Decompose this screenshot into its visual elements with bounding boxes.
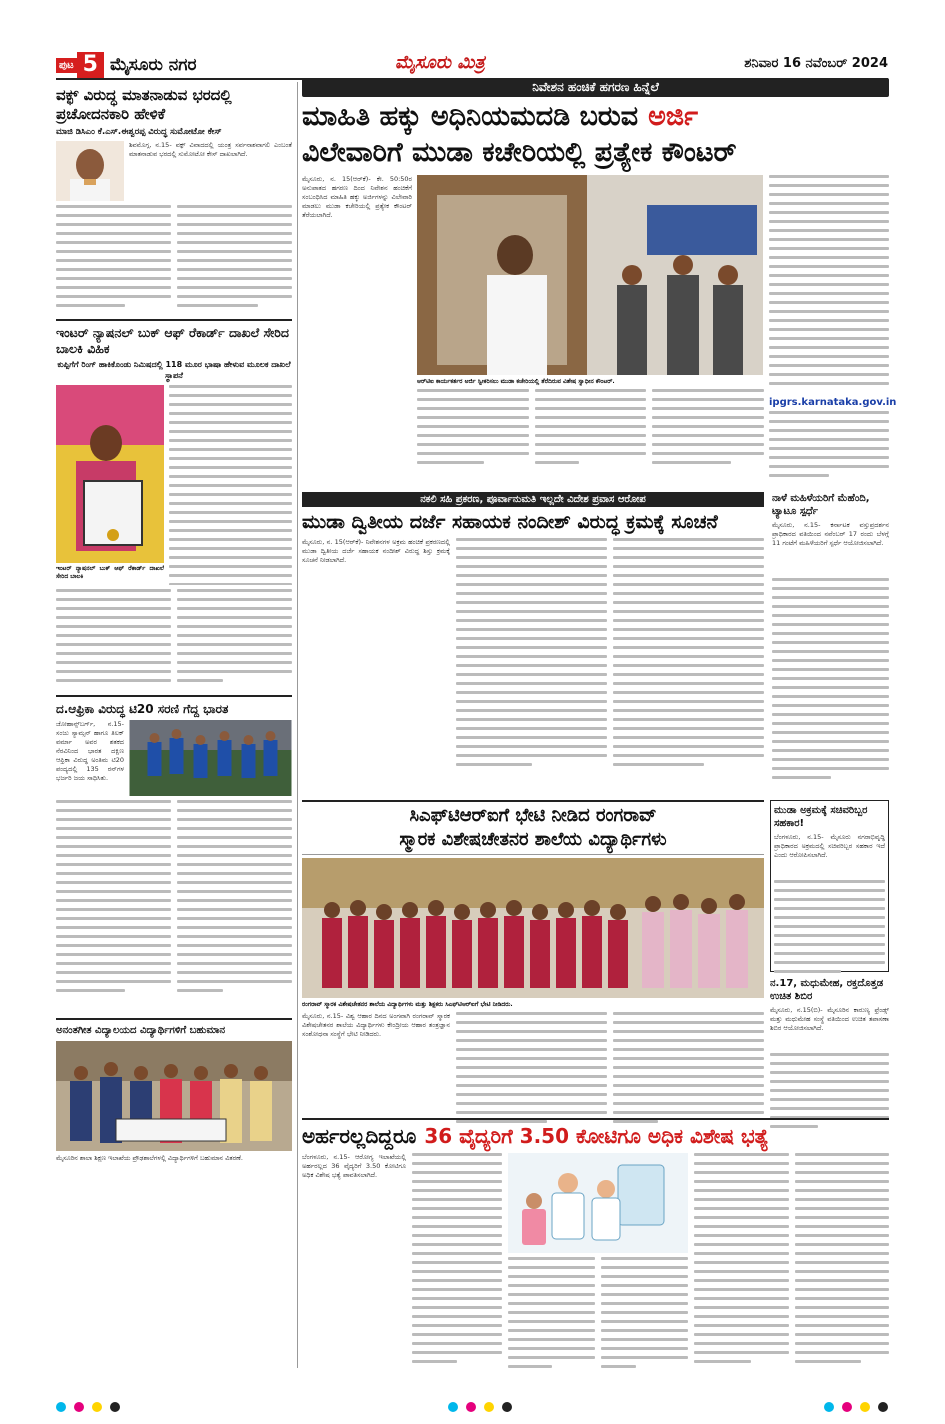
waqf-subhead: ಮಾಜಿ ಡಿಸಿಎಂ ಕೆ.ಎಸ್.ಈಶ್ವರಪ್ಪ ವಿರುದ್ಧ ಸುಮೋಟೋ ಕೇಸ್	[56, 127, 222, 137]
school-headline: ಅನಂತಗೀತ ವಿದ್ಯಾಲಯದ ವಿದ್ಯಾರ್ಥಿಗಳಿಗೆ ಬಹುಮಾನ	[56, 1025, 226, 1036]
counter-caption: ಆರ್‌ಟಿಐ ಕಾರ್ಯಕರ್ತರ ಅರ್ಜಿ ಸ್ವೀಕರಿಸಲು ಮುಡಾ ಕಚೇರಿಯಲ್ಲಿ ತೆರೆದಿರುವ ವಿಶೇಷ ಸ್ವಾಧೀನ ಕೌಂಟರ್.	[417, 378, 615, 385]
tattoo-body-lines	[772, 578, 889, 788]
lead-body-lines	[417, 389, 764, 477]
nandeesh-kicker: ನಕಲಿ ಸಹಿ ಪ್ರಕರಣ, ಪೂರ್ವಾನುಮತಿ ಇಲ್ಲದೇ ವಿದೇಶ ಪ್ರವಾಸ ಆರೋಪ	[302, 492, 764, 507]
doctors-article	[302, 1118, 889, 1377]
issue-date: ಶನಿವಾರ 16 ನವೆಂಬರ್ 2024	[744, 56, 888, 71]
record-subhead: ಕುಪ್ಪಿಗೆಗೆ ರಿಂಗ್ ಹಾಕಿಕೊಂಡು ನಿಮಿಷದಲ್ಲಿ 118 ಮೂರ ಭಾಷಾ ಹೇಳುವ ಮೂಲಕ ದಾಖಲೆ ಸ್ಥಾಪನೆ	[57, 360, 291, 380]
cftri-caption: ರಂಗರಾವ್ ಸ್ಮಾರಕ ವಿಶೇಷಚೇತನರ ಶಾಲೆಯ ವಿದ್ಯಾರ್ಥಿಗಳು ಮತ್ತು ಶಿಕ್ಷಕರು ಸಿಎಫ್‌ಟಿಆರ್‌ಐಗೆ ಭೇಟಿ ನೀಡಿದರು.	[302, 1001, 513, 1008]
col-left	[56, 86, 292, 1200]
cftri-body-lines	[456, 1012, 764, 1132]
doctors-headline-1: ಅರ್ಹರಲ್ಲದಿದ್ದರೂ	[302, 1124, 417, 1148]
page-tag	[56, 52, 196, 78]
doctors-headline-red: 36 ವೈದ್ಯರಿಗೆ 3.50 ಕೋಟಿಗೂ ಅಧಿಕ ವಿಶೇಷ ಭತ್ಯೆ	[424, 1124, 769, 1148]
cricket-body-lines	[56, 800, 292, 1014]
tattoo-headline: ನಾಳೆ ಮಹಿಳೆಯರಿಗೆ ಮೆಹೆಂದಿ, ಟ್ಯಾಟೂ ಸ್ಪರ್ಧೆ	[772, 493, 870, 517]
tattoo-lead: ಮೈಸೂರು, ನ.15- ಕರ್ನಾಟಕ ವಸ್ತುಪ್ರದರ್ಶನ ಪ್ರಾಧಿಕಾರದ ವತಿಯಿಂದ ನವೆಂಬರ್ 17 ರಂದು ಬೆಳಗ್ಗೆ 11 ಗಂಟೆಗೆ ಮಹಿಳೆಯರಿಗೆ ಸ್ಪರ್ಧೆ ಆಯೋಜಿಸಲಾಗಿದೆ.	[772, 521, 889, 547]
school-photo	[56, 1041, 292, 1151]
waqf-lead: ಶಿವಮೊಗ್ಗ, ನ.15- ವಕ್ಫ್ ವಿವಾದದಲ್ಲಿ ಯಂತ್ರ ಸರ್ವನಾಶವಾಗಲಿ ಎಂಬಂತೆ ಮಾತನಾಡುವ ಭರದಲ್ಲಿ ಸುಮೋಟೋ ಕೇಸ್ ದಾಖಲಾಗಿದೆ.	[129, 141, 292, 158]
page-label: ಪುಟ	[56, 58, 77, 73]
muda-minister-lead: ಬೆಂಗಳೂರು, ನ.15- ಮೈಸೂರು ನಗರಾಭಿವೃದ್ಧಿ ಪ್ರಾಧಿಕಾರದ ಅಕ್ರಮದಲ್ಲಿ ಸಚಿವರಿಬ್ಬರ ಸಹಕಾರ ಇದೆ ಎಂದು ಆರೋಪಿಸಲಾಗಿದೆ.	[774, 833, 885, 859]
cftri-headline-2: ಸ್ಮಾರಕ ವಿಶೇಷಚೇತನರ ಶಾಲೆಯ ವಿದ್ಯಾರ್ಥಿಗಳು	[399, 829, 667, 850]
record-headline: ಇಂಟರ್ ನ್ಯಾಷನಲ್ ಬುಕ್ ಆಫ್ ರೆಕಾರ್ಡ್ ದಾಖಲೆ ಸೇರಿದ ಬಾಲಕಿ ವಿಹಿಕ	[56, 325, 289, 356]
doctors-illustration	[508, 1153, 688, 1253]
doctors-lines-2	[508, 1257, 688, 1377]
doctors-lead: ಬೆಂಗಳೂರು, ನ.15- ಆರೋಗ್ಯ ಇಲಾಖೆಯಲ್ಲಿ ಅರ್ಹರಲ್ಲದ 36 ವೈದ್ಯರಿಗೆ 3.50 ಕೋಟಿಗೂ ಅಧಿಕ ವಿಶೇಷ ಭತ್ಯೆ ಪಾವತಿಸಲಾಗಿದೆ.	[302, 1153, 406, 1179]
doctors-lines-3	[694, 1153, 889, 1377]
waqf-article	[56, 86, 292, 315]
section-city: ಮೈಸೂರು ನಗರ	[109, 55, 197, 75]
school-lead: ಮೈಸೂರಿನ ಶಾಲಾ ಶಿಕ್ಷಣ ಇಲಾಖೆಯ ಪ್ರೌಢಶಾಲೆಗಳಲ್ಲಿ ವಿದ್ಯಾರ್ಥಿಗಳಿಗೆ ಬಹುಮಾನ ವಿತರಣೆ.	[56, 1154, 243, 1162]
column-divider	[297, 82, 298, 1368]
cricket-lead: ಜೋಹಾನ್ಸ್‌ಬರ್ಗ್, ನ.15- ಸಂಜು ಸ್ಯಾಮ್ಸನ್ ಹಾಗೂ ತಿಲಕ್ ವರ್ಮಾ ಅವರ ಶತಕದ ನೆರವಿನಿಂದ ಭಾರತ ದಕ್ಷಿಣ ಆಫ್ರಿಕಾ ವಿರುದ್ಧ ಅಂತಿಮ ಟಿ20 ಪಂದ್ಯದಲ್ಲಿ 135 ರನ್‌ಗಳ ಭರ್ಜರಿ ಜಯ ಸಾಧಿಸಿತು.	[56, 720, 124, 782]
record-article	[56, 325, 292, 691]
muda-minister-lines	[774, 880, 885, 980]
nandeesh-body-lines	[456, 538, 764, 778]
cftri-lead: ಮೈಸೂರು, ನ.15- ವಿಶ್ವ ಆಹಾರ ದಿನದ ಅಂಗವಾಗಿ ರಂಗರಾವ್ ಸ್ಮಾರಕ ವಿಶೇಷಚೇತನರ ಶಾಲೆಯ ವಿದ್ಯಾರ್ಥಿಗಳು ಕೇಂದ್ರೀಯ ಆಹಾರ ತಂತ್ರಜ್ಞಾನ ಸಂಶೋಧನಾ ಸಂಸ್ಥೆಗೆ ಭೇಟಿ ನೀಡಿದರು.	[302, 1012, 450, 1038]
blood-lead: ಮೈಸೂರು, ನ.15(ಬಿ)- ಮೈಸೂರಿನ ಕಾರುಣ್ಯ ಫ್ರೆಂಡ್ಸ್ ಮತ್ತು ಮಧುಮೇಹ ಸಂಸ್ಥೆ ವತಿಯಿಂದ ಉಚಿತ ತಪಾಸಣಾ ಶಿಬಿರ ಆಯೋಜಿಸಲಾಗಿದೆ.	[770, 1006, 889, 1032]
tattoo-article	[772, 492, 889, 788]
record-body-lines-2	[56, 589, 292, 691]
lead-headline-1: ಮಾಹಿತಿ ಹಕ್ಕು ಅಧಿನಿಯಮದಡಿ ಬರುವ	[302, 101, 639, 132]
paper-name: ಮೈಸೂರು ಮಿತ್ರ	[395, 52, 485, 73]
doctors-lines-1	[412, 1153, 502, 1377]
record-caption: ಇಂಟರ್ ನ್ಯಾಷನಲ್ ಬುಕ್ ಆಫ್ ರೆಕಾರ್ಡ್ ದಾಖಲೆ ಸೇರಿದ ಬಾಲಕಿ	[56, 565, 164, 580]
muda-minister-headline: ಮುಡಾ ಅಕ್ರಮಕ್ಕೆ ಸಚಿವರಿಬ್ಬರ ಸಹಕಾರ!	[774, 805, 868, 829]
school-article	[56, 1024, 292, 1200]
vihika-photo	[56, 385, 164, 563]
lead-headline-red: ಅರ್ಜಿ	[648, 101, 698, 132]
lead-headline-2: ವಿಲೇವಾರಿಗೆ ಮುಡಾ ಕಚೇರಿಯಲ್ಲಿ ಪ್ರತ್ಯೇಕ ಕೌಂಟರ್	[302, 137, 737, 168]
nandeesh-article	[302, 492, 764, 778]
cftri-headline-1: ಸಿಎಫ್‌ಟಿಆರ್‌ಐಗೆ ಭೇಟಿ ನೀಡಿದ ರಂಗರಾವ್	[409, 805, 657, 826]
waqf-body-lines	[56, 205, 292, 315]
lead-story	[302, 78, 897, 479]
ipgrs-link[interactable]: ipgrs.karnataka.gov.in	[769, 397, 897, 408]
lead-right-lines	[769, 175, 889, 395]
cftri-photo	[302, 858, 764, 998]
lead-right-lines-2	[769, 411, 889, 479]
cricket-article	[56, 701, 292, 1014]
muda-minister-article	[770, 800, 889, 1137]
lead-kicker: ನಿವೇಶನ ಹಂಚಿಕೆ ಹಗರಣ ಹಿನ್ನೆಲೆ	[302, 78, 889, 97]
page-number: 5	[77, 52, 104, 78]
blood-headline: ನ.17, ಮಧುಮೇಹ, ರಕ್ತದೊತ್ತಡ ಉಚಿತ ಶಿಬಿರ	[770, 978, 884, 1002]
nandeesh-lead: ಮೈಸೂರು, ನ. 15(ಆರ್‌ಕೆ)- ನಿವೇಶನಗಳ ಅಕ್ರಮ ಹಂಚಿಕೆ ಪ್ರಕರಣದಲ್ಲಿ ಮುಡಾ ದ್ವಿತೀಯ ದರ್ಜೆ ಸಹಾಯಕ ನಂದೀಶ್ ವಿರುದ್ಧ ಶಿಸ್ತು ಕ್ರಮಕ್ಕೆ ಸೂಚನೆ ನೀಡಲಾಗಿದೆ.	[302, 538, 450, 564]
cftri-article	[302, 800, 764, 1132]
nandeesh-headline: ಮುಡಾ ದ್ವಿತೀಯ ದರ್ಜೆ ಸಹಾಯಕ ನಂದೀಶ್ ವಿರುದ್ಧ ಕ್ರಮಕ್ಕೆ ಸೂಚನೆ	[302, 511, 718, 533]
cricket-photo	[129, 720, 292, 796]
eshwarappa-photo	[56, 141, 124, 201]
registration-dots-right	[824, 1402, 888, 1412]
cricket-headline: ದ.ಆಫ್ರಿಕಾ ವಿರುದ್ಧ ಟಿ20 ಸರಣಿ ಗೆದ್ದ ಭಾರತ	[56, 702, 229, 716]
counter-photo	[417, 175, 763, 375]
record-body-lines	[169, 385, 292, 585]
registration-dots-center	[448, 1402, 512, 1412]
waqf-headline: ವಕ್ಫ್ ವಿರುದ್ಧ ಮಾತನಾಡುವ ಭರದಲ್ಲಿ ಪ್ರಚೋದನಕಾರಿ ಹೇಳಿಕೆ	[56, 86, 232, 123]
lead-body: ಮೈಸೂರು, ನ. 15(ಆರ್‌ಕೆ)- ಕೇ. 50:50ರ ಅನುಪಾತದ ಹಗರಣ ದಿಂದ ನಿವೇಶನ ಹಂಚಿಕೆಗೆ ಸಂಬಂಧಿಸಿದ ಮಾಹಿತಿ ಹಕ್ಕು ಅರ್ಜಿಗಳನ್ನು ವಿಲೇವಾರಿ ಮಾಡಲು ಮುಡಾ ಕಚೇರಿಯಲ್ಲಿ ಪ್ರತ್ಯೇಕ ಕೌಂಟರ್ ತೆರೆಯಲಾಗಿದೆ.	[302, 175, 412, 219]
registration-dots-left	[56, 1402, 120, 1412]
